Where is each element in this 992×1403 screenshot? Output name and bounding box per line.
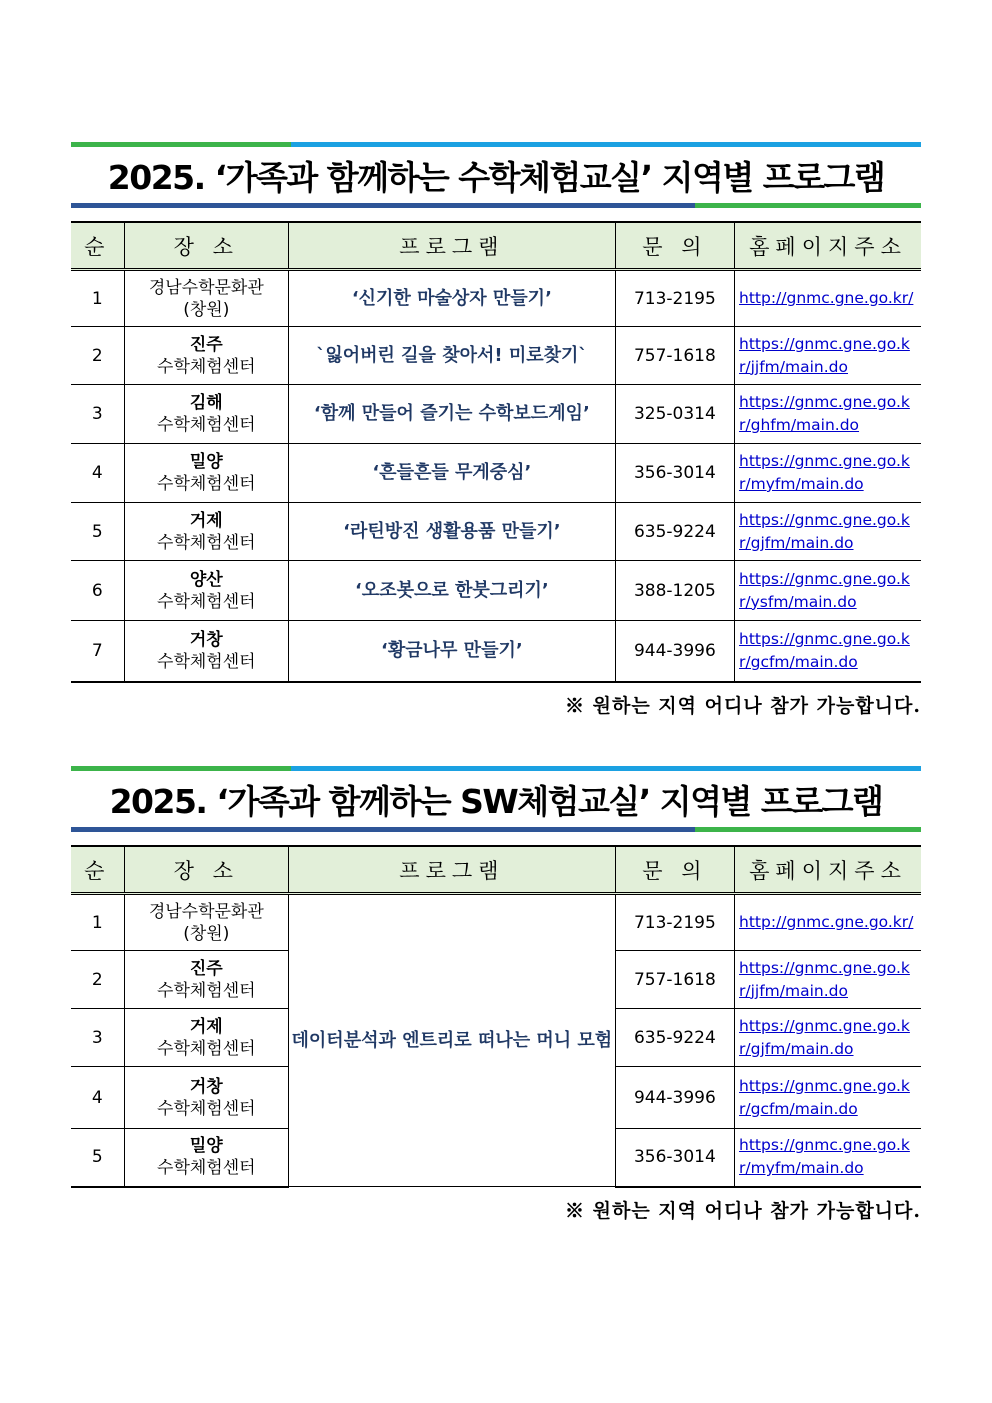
place-name: 양산 — [189, 569, 223, 590]
place-subtitle: (창원) — [183, 923, 230, 944]
place-subtitle: 수학체험센터 — [157, 1158, 256, 1179]
row-number: 5 — [71, 1129, 124, 1187]
program-name: ‘오조봇으로 한붓그리기’ — [288, 561, 615, 621]
place-name: 거제 — [189, 510, 223, 531]
place-cell — [124, 621, 288, 682]
header-contact: 문 의 — [615, 846, 734, 894]
table-row — [71, 444, 921, 503]
place-cell — [124, 561, 288, 621]
math-program-table — [71, 221, 921, 683]
place-cell — [124, 327, 288, 385]
header-homepage: 홈페이지주소 — [735, 222, 921, 270]
place-subtitle: 수학체험센터 — [157, 980, 256, 1001]
title-top-bar — [71, 766, 921, 771]
contact-phone: 388-1205 — [615, 561, 734, 621]
contact-phone: 635-9224 — [615, 1009, 734, 1067]
place-name: 진주 — [189, 334, 223, 355]
place-name: 거제 — [189, 1016, 223, 1037]
row-number: 6 — [71, 561, 124, 621]
homepage-link[interactable]: https://gnmc.gne.go.kr/gcfm/main.do — [735, 621, 921, 682]
header-place: 장 소 — [124, 222, 288, 270]
place-name: 밀양 — [189, 452, 223, 472]
place-cell — [124, 1009, 288, 1067]
math-program-section — [71, 142, 921, 718]
homepage-link[interactable]: http://gnmc.gne.go.kr/ — [735, 270, 921, 327]
table-header-row — [71, 222, 921, 270]
header-program: 프로그램 — [288, 846, 615, 894]
homepage-link[interactable]: https://gnmc.gne.go.kr/gjfm/main.do — [735, 1009, 921, 1067]
row-number: 2 — [71, 951, 124, 1009]
row-number: 4 — [71, 1067, 124, 1129]
program-name: ‘라틴방진 생활용품 만들기’ — [288, 503, 615, 561]
place-name: 김해 — [189, 393, 223, 413]
homepage-link[interactable]: http://gnmc.gne.go.kr/ — [735, 894, 921, 951]
place-cell — [124, 1067, 288, 1129]
row-number: 4 — [71, 444, 124, 503]
program-name: ‘신기한 마술상자 만들기’ — [288, 270, 615, 327]
contact-phone: 325-0314 — [615, 385, 734, 444]
contact-phone: 757-1618 — [615, 327, 734, 385]
row-number: 1 — [71, 270, 124, 327]
header-no: 순 — [71, 846, 124, 894]
place-subtitle: 수학체험센터 — [157, 356, 256, 377]
place-name: 진주 — [189, 958, 223, 979]
contact-phone: 356-3014 — [615, 444, 734, 503]
place-cell — [124, 1129, 288, 1187]
sw-program-section — [71, 766, 921, 1223]
title-bottom-bar — [71, 827, 921, 832]
place-name: 거창 — [189, 1076, 223, 1097]
homepage-link[interactable]: https://gnmc.gne.go.kr/jjfm/main.do — [735, 951, 921, 1009]
place-name: 밀양 — [189, 1136, 223, 1157]
program-name: ‘황금나무 만들기’ — [288, 621, 615, 682]
section-title: 2025. ‘가족과 함께하는 SW체험교실’ 지역별 프로그램 — [109, 781, 883, 821]
row-number: 5 — [71, 503, 124, 561]
contact-phone: 635-9224 — [615, 503, 734, 561]
contact-phone: 713-2195 — [615, 270, 734, 327]
place-subtitle: 수학체험센터 — [157, 1038, 256, 1059]
homepage-link[interactable]: https://gnmc.gne.go.kr/jjfm/main.do — [735, 327, 921, 385]
row-number: 3 — [71, 385, 124, 444]
program-name: 데이터분석과 엔트리로 떠나는 머니 모험 — [288, 894, 615, 1187]
row-number: 7 — [71, 621, 124, 682]
homepage-link[interactable]: https://gnmc.gne.go.kr/gjfm/main.do — [735, 503, 921, 561]
homepage-link[interactable]: https://gnmc.gne.go.kr/gcfm/main.do — [735, 1067, 921, 1129]
contact-phone: 356-3014 — [615, 1129, 734, 1187]
participation-note: ※ 원하는 지역 어디나 참가 가능합니다. — [565, 694, 921, 717]
table-row — [71, 621, 921, 682]
table-row — [71, 894, 921, 951]
homepage-link[interactable]: https://gnmc.gne.go.kr/myfm/main.do — [735, 1129, 921, 1187]
place-cell — [124, 270, 288, 327]
participation-note: ※ 원하는 지역 어디나 참가 가능합니다. — [565, 1199, 921, 1222]
program-name: ‘흔들흔들 무게중심’ — [288, 444, 615, 503]
place-subtitle: 수학체험센터 — [157, 415, 256, 435]
place-name: 경남수학문화관 — [148, 277, 264, 298]
place-cell — [124, 894, 288, 951]
place-subtitle: 수학체험센터 — [157, 651, 256, 672]
row-number: 1 — [71, 894, 124, 951]
header-contact: 문 의 — [615, 222, 734, 270]
title-top-bar — [71, 142, 921, 147]
table-header-row — [71, 846, 921, 894]
row-number: 2 — [71, 327, 124, 385]
place-cell — [124, 385, 288, 444]
table-row — [71, 327, 921, 385]
place-subtitle: 수학체험센터 — [157, 532, 256, 553]
place-cell — [124, 503, 288, 561]
contact-phone: 713-2195 — [615, 894, 734, 951]
place-name: 경남수학문화관 — [148, 901, 264, 922]
row-number: 3 — [71, 1009, 124, 1067]
contact-phone: 944-3996 — [615, 621, 734, 682]
place-subtitle: 수학체험센터 — [157, 591, 256, 612]
section-title: 2025. ‘가족과 함께하는 수학체험교실’ 지역별 프로그램 — [107, 157, 885, 197]
place-subtitle: 수학체험센터 — [157, 474, 256, 494]
place-name: 거창 — [189, 629, 223, 650]
homepage-link[interactable]: https://gnmc.gne.go.kr/ghfm/main.do — [735, 385, 921, 444]
table-row — [71, 385, 921, 444]
table-row — [71, 503, 921, 561]
header-homepage: 홈페이지주소 — [735, 846, 921, 894]
program-name: `잃어버린 길을 찾아서! 미로찾기` — [288, 327, 615, 385]
header-place: 장 소 — [124, 846, 288, 894]
place-cell — [124, 951, 288, 1009]
header-program: 프로그램 — [288, 222, 615, 270]
contact-phone: 757-1618 — [615, 951, 734, 1009]
place-subtitle: (창원) — [183, 299, 230, 320]
place-cell — [124, 444, 288, 503]
program-name: ‘함께 만들어 즐기는 수학보드게임’ — [288, 385, 615, 444]
title-bottom-bar — [71, 203, 921, 208]
place-subtitle: 수학체험센터 — [157, 1098, 256, 1119]
homepage-link[interactable]: https://gnmc.gne.go.kr/myfm/main.do — [735, 444, 921, 503]
contact-phone: 944-3996 — [615, 1067, 734, 1129]
sw-program-table — [71, 845, 921, 1188]
table-row — [71, 561, 921, 621]
header-no: 순 — [71, 222, 124, 270]
table-row — [71, 270, 921, 327]
homepage-link[interactable]: https://gnmc.gne.go.kr/ysfm/main.do — [735, 561, 921, 621]
